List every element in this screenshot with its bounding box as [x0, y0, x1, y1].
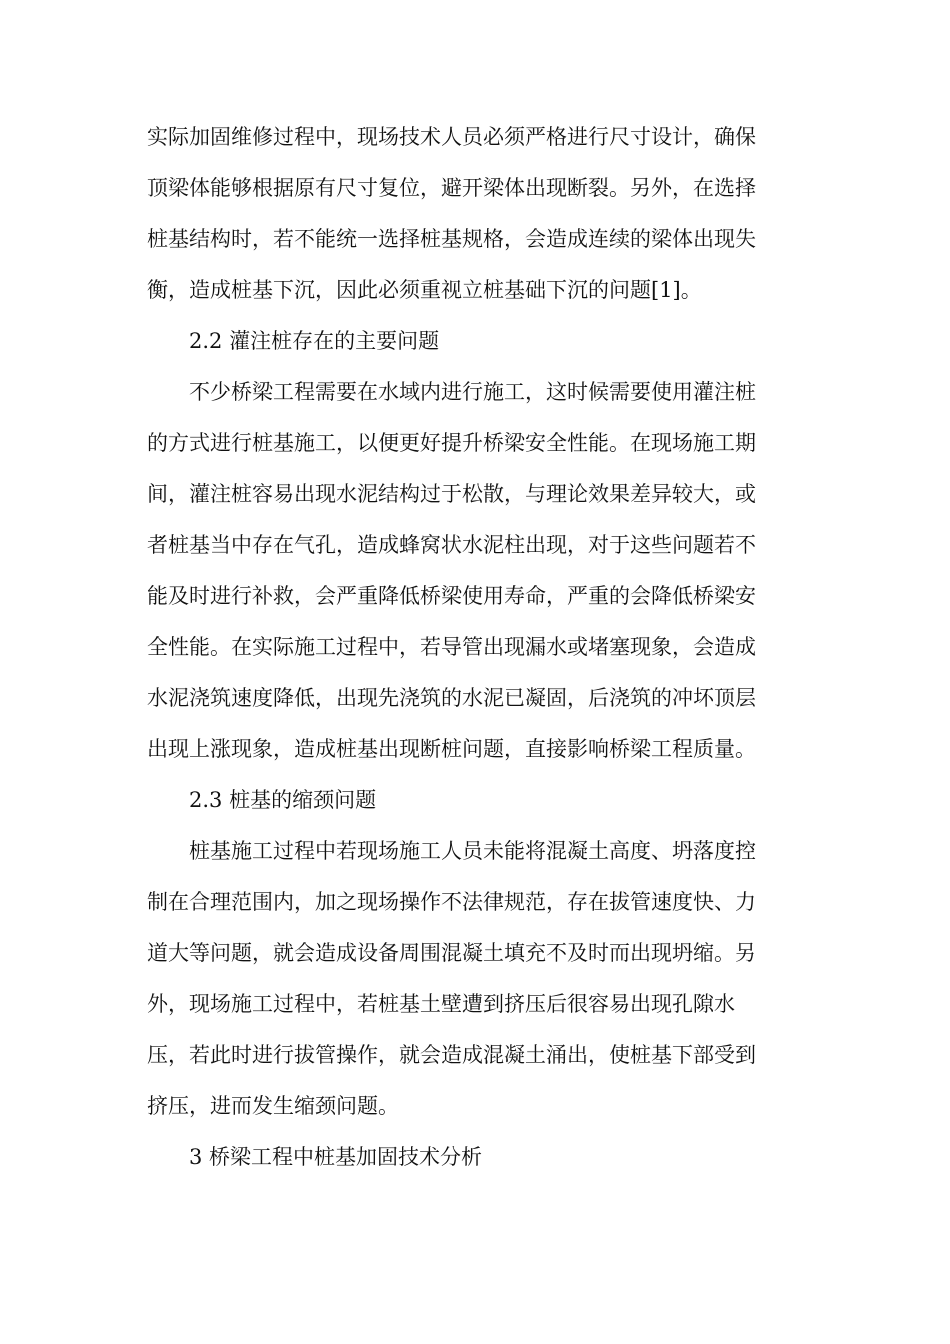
paragraph-line: 道大等问题，就会造成设备周围混凝土填充不及时而出现坍缩。另: [147, 941, 756, 965]
paragraph-line: 出现上涨现象，造成桩基出现断桩问题，直接影响桥梁工程质量。: [147, 737, 756, 761]
paragraph-line: 压，若此时进行拔管操作，就会造成混凝土涌出，使桩基下部受到: [147, 1043, 756, 1067]
section-heading: 2.2 灌注桩存在的主要问题: [189, 329, 440, 353]
paragraph-line: 制在合理范围内，加之现场操作不法律规范，存在拔管速度快、力: [147, 890, 756, 914]
paragraph-line: 衡，造成桩基下沉，因此必须重视立桩基础下沉的问题[1]。: [147, 278, 702, 302]
paragraph-line: 顶梁体能够根据原有尺寸复位，避开梁体出现断裂。另外，在选择: [147, 176, 756, 200]
paragraph-line: 水泥浇筑速度降低，出现先浇筑的水泥已凝固，后浇筑的冲坏顶层: [147, 686, 756, 710]
section-heading: 2.3 桩基的缩颈问题: [189, 788, 377, 812]
paragraph-line: 实际加固维修过程中，现场技术人员必须严格进行尺寸设计，确保: [147, 125, 756, 149]
paragraph-line: 者桩基当中存在气孔，造成蜂窝状水泥柱出现，对于这些问题若不: [147, 533, 756, 557]
paragraph-line: 桩基施工过程中若现场施工人员未能将混凝土高度、坍落度控: [189, 839, 756, 863]
section-heading: 3 桥梁工程中桩基加固技术分析: [189, 1145, 483, 1169]
paragraph-line: 外，现场施工过程中，若桩基土壁遭到挤压后很容易出现孔隙水: [147, 992, 735, 1016]
paragraph-line: 全性能。在实际施工过程中，若导管出现漏水或堵塞现象，会造成: [147, 635, 756, 659]
paragraph-line: 桩基结构时，若不能统一选择桩基规格，会造成连续的梁体出现失: [147, 227, 756, 251]
paragraph-line: 的方式进行桩基施工，以便更好提升桥梁安全性能。在现场施工期: [147, 431, 756, 455]
paragraph-line: 间，灌注桩容易出现水泥结构过于松散，与理论效果差异较大，或: [147, 482, 756, 506]
paragraph-line: 能及时进行补救，会严重降低桥梁使用寿命，严重的会降低桥梁安: [147, 584, 756, 608]
paragraph-line: 不少桥梁工程需要在水域内进行施工，这时候需要使用灌注桩: [189, 380, 756, 404]
document-body: [147, 112, 797, 1183]
paragraph-line: 挤压，进而发生缩颈问题。: [147, 1094, 399, 1118]
